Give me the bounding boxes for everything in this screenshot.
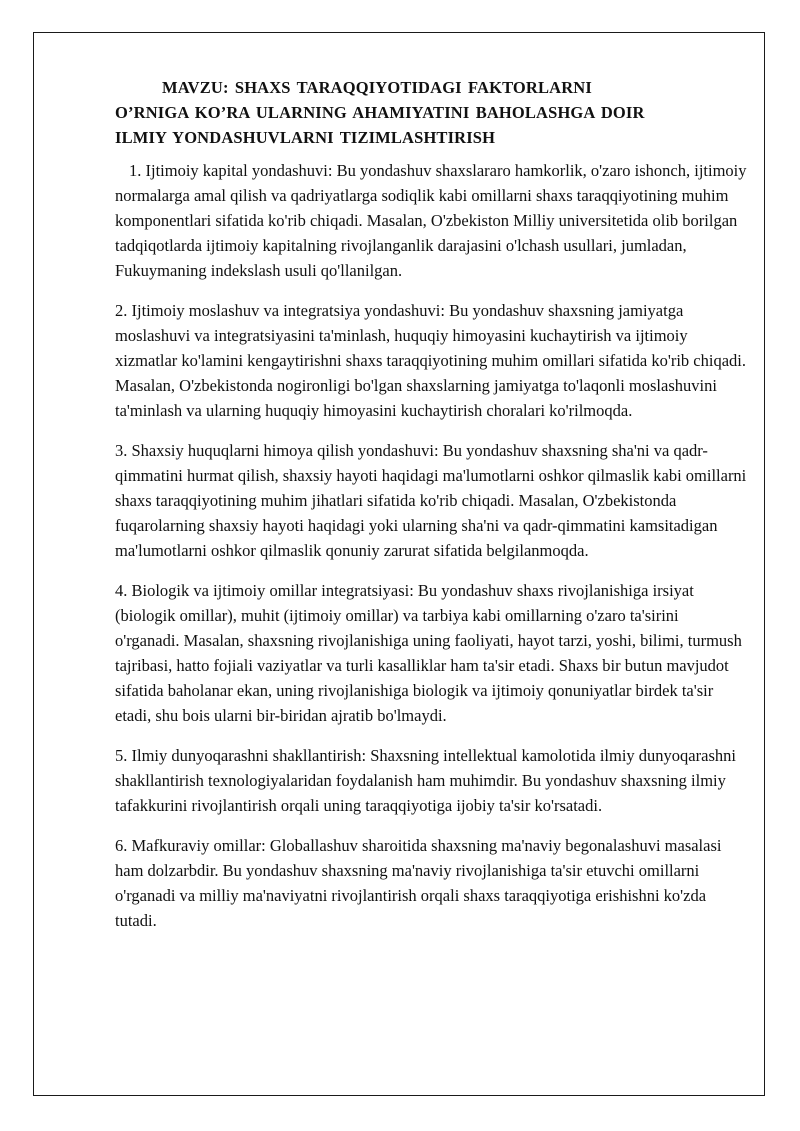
document-title bbox=[115, 75, 747, 150]
paragraph-social-adaptation: 2. Ijtimoiy moslashuv va integratsiya yondashuvi: Bu yondashuv shaxsning jamiyatga moslashuvi va integratsiyasini ta'minlash, huquqiy himoyasini kuchaytirish va ijtimoiy xizmatlar ko'lamini kengaytirishni shaxs taraqqiyotining muhim omillari sifatida ko'rib chiqadi. Masalan, O'zbekistonda nogironligi bo'lgan shaxslarning jamiyatga to'laqonli moslashuvini ta'minlash va ularning huquqiy himoyasini kuchaytirish choralari ko'rilmoqda. bbox=[115, 301, 746, 420]
paragraph-social-capital: 1. Ijtimoiy kapital yondashuvi: Bu yondashuv shaxslararo hamkorlik, o'zaro ishonch, ijtimoiy normalarga amal qilish va qadriyatlarga sodiqlik kabi omillarni shaxs taraqqiyotining muhim komponentlari sifatida ko'rib chiqadi. Masalan, O'zbekiston Milliy universitetida olib borilgan tadqiqotlarda ijtimoiy kapitalning rivojlanganlik darajasini o'lchash usullari, jumladan, Fukuymaning indekslash usuli qo'llanilgan. bbox=[115, 161, 747, 280]
paragraph-biological-social: 4. Biologik va ijtimoiy omillar integratsiyasi: Bu yondashuv shaxs rivojlanishiga irsiyat (biologik omillar), muhit (ijtimoiy omillar) va tarbiya kabi omillarning o'zaro ta'sirini o'rganadi. Masalan, shaxsning rivojlanishiga uning faoliyati, hayot tarzi, yoshi, bilimi, turmush tajribasi, hatto fojiali vaziyatlar va turli kasalliklar ham ta'sir etadi. Shaxs bir butun mavjudot sifatida baholanar ekan, uning rivojlanishiga biologik va ijtimoiy qonuniyatlar birdek ta'sir etadi, shu bois ularni bir-biridan ajratib bo'lmaydi. bbox=[115, 581, 742, 725]
paragraph-personal-rights: 3. Shaxsiy huquqlarni himoya qilish yondashuvi: Bu yondashuv shaxsning sha'ni va qadr-qimmatini hurmat qilish, shaxsiy hayoti haqidagi ma'lumotlarni oshkor qilmaslik kabi omillarni shaxs taraqqiyotining muhim jihatlari sifatida ko'rib chiqadi. Masalan, O'zbekistonda fuqarolarning shaxsiy hayoti haqidagi yoki ularning sha'ni va qadr-qimmatini kamsitadigan ma'lumotlarni oshkor qilmaslik qonuniy zarurat sifatida belgilanmoqda. bbox=[115, 441, 747, 560]
title-line-3: ILMIY YONDASHUVLARNI TIZIMLASHTIRISH bbox=[115, 128, 496, 147]
paragraph-ideological-factors: 6. Mafkuraviy omillar: Globallashuv sharoitida shaxsning ma'naviy begonalashuvi masalasi ham dolzarbdir. Bu yondashuv shaxsning ma'naviy rivojlanishiga ta'sir etuvchi omillarni o'rganadi va milliy ma'naviyatni rivojlantirish orqali shaxs taraqqiyotiga erishishni ko'zda tutadi. bbox=[115, 836, 722, 930]
title-line-1: MAVZU: SHAXS TARAQQIYOTIDAGI FAKTORLARNI bbox=[162, 78, 592, 97]
title-line-2: O’RNIGA KO’RA ULARNING AHAMIYATINI BAHOLASHGA DOIR bbox=[115, 103, 645, 122]
document-body bbox=[115, 75, 747, 948]
paragraph-scientific-worldview: 5. Ilmiy dunyoqarashni shakllantirish: Shaxsning intellektual kamolotida ilmiy dunyoqarashni shakllantirish texnologiyalaridan foydalanish ham muhimdir. Bu yondashuv shaxsning ilmiy tafakkurini rivojlantirish orqali uning taraqqiyotiga ijobiy ta'sir ko'rsatadi. bbox=[115, 746, 736, 815]
